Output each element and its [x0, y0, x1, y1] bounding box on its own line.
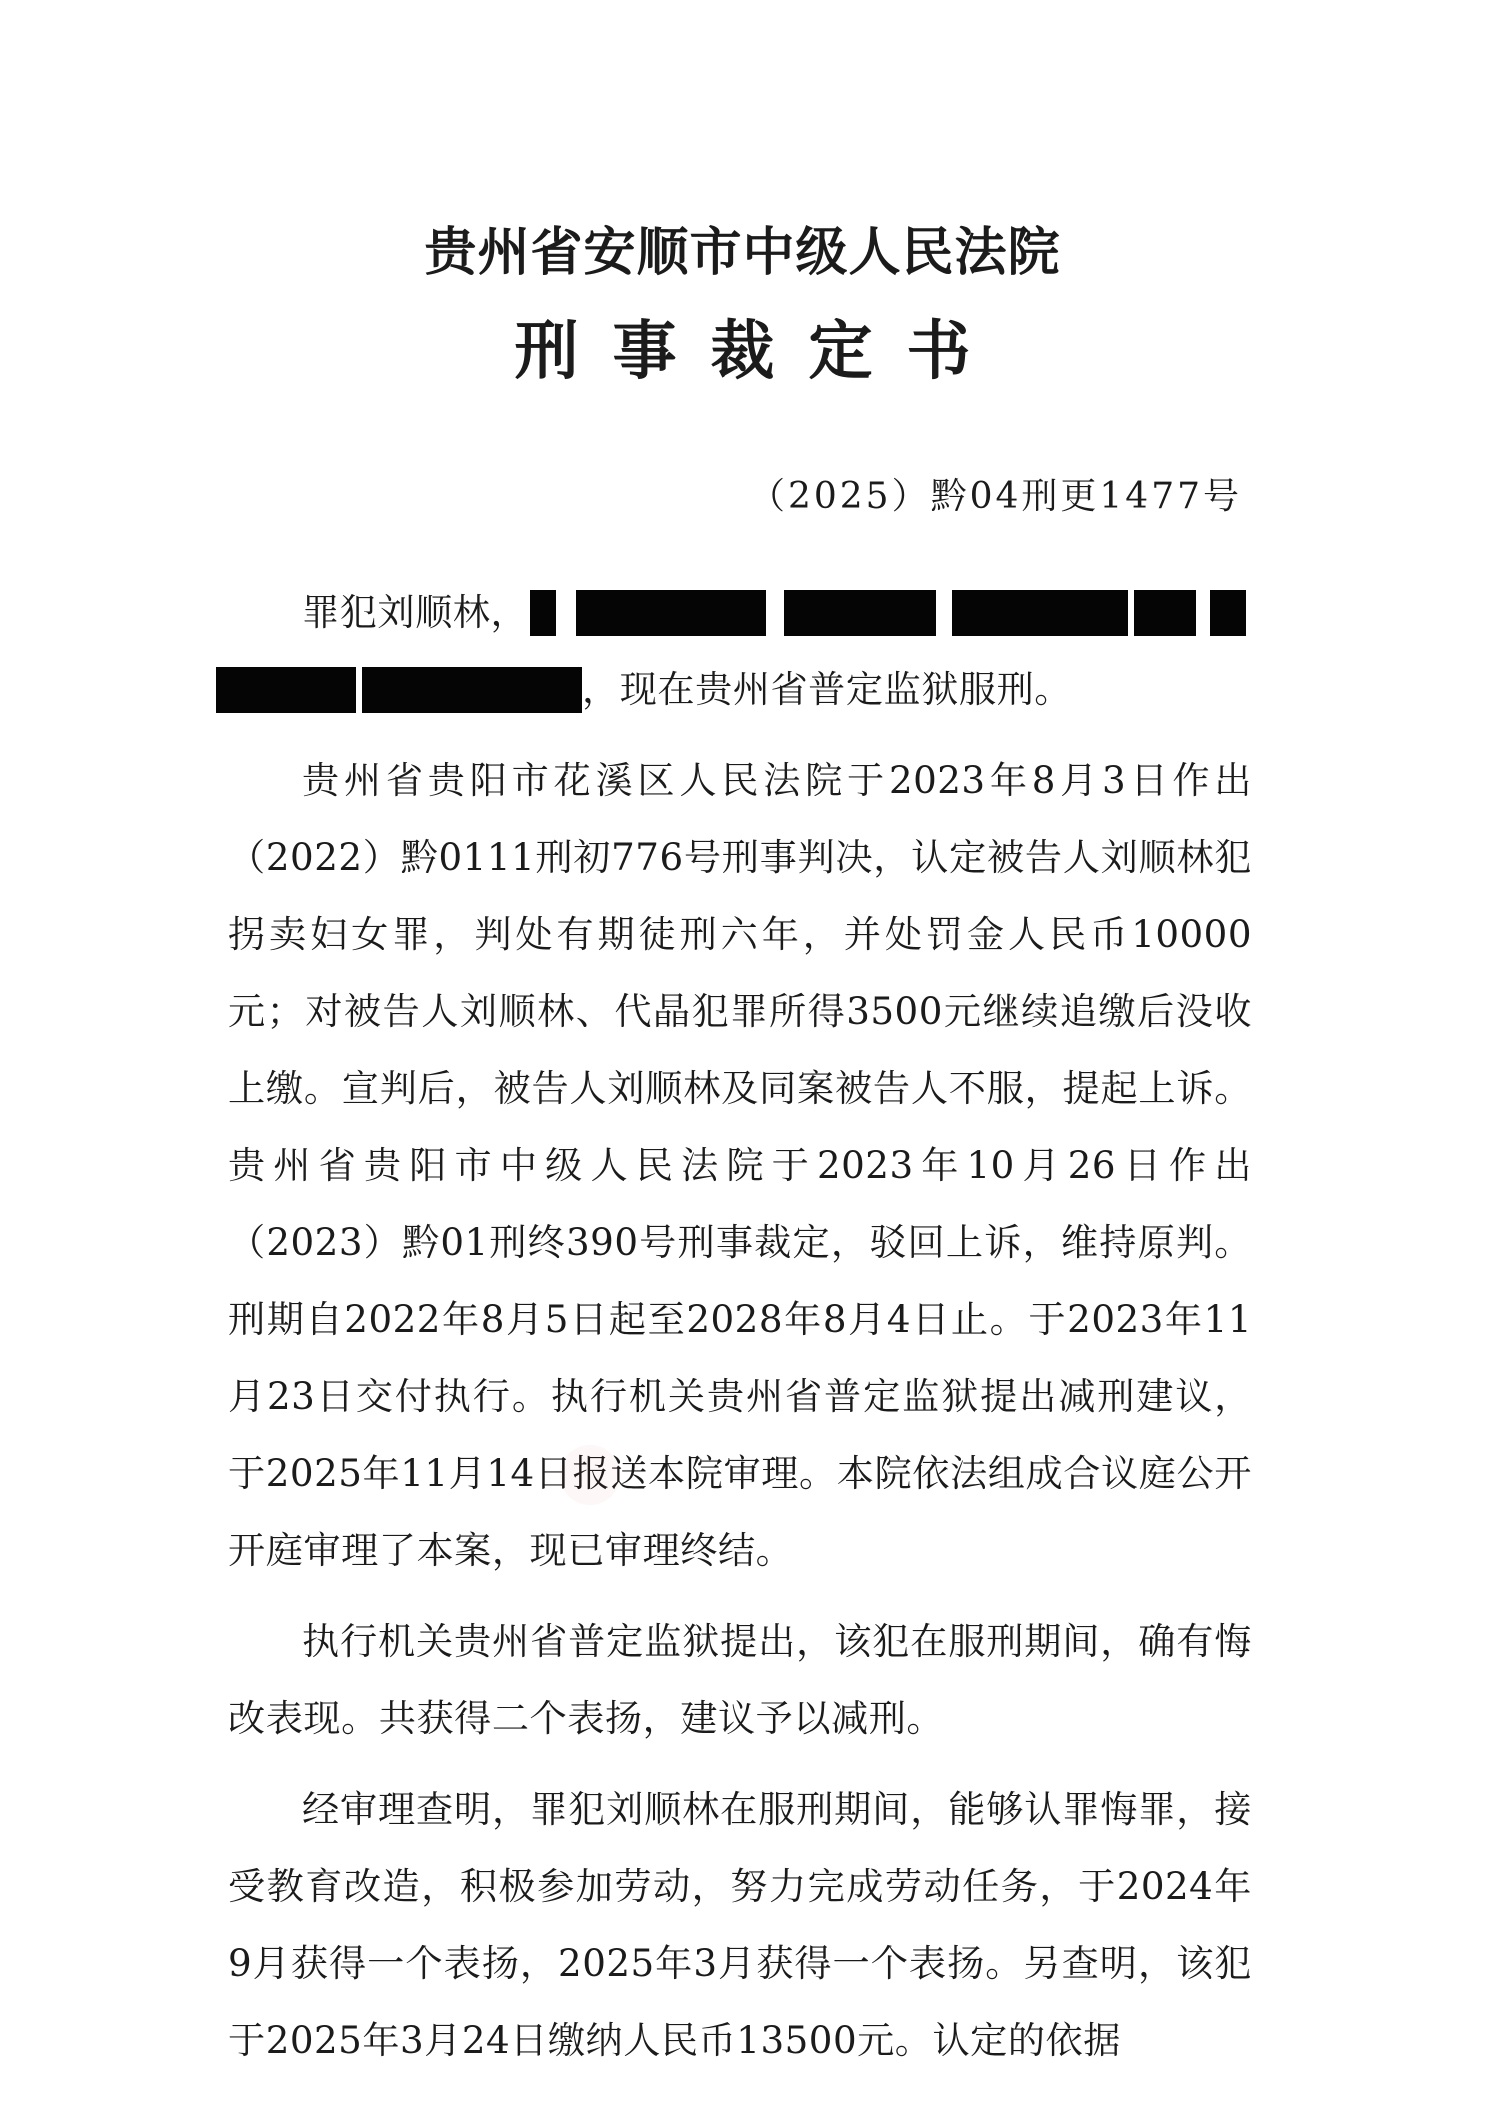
redaction-bar	[216, 667, 356, 713]
paragraph-findings: 经审理查明，罪犯刘顺林在服刑期间，能够认罪悔罪，接受教育改造，积极参加劳动，努力完成劳动任务，于2024年9月获得一个表扬，2025年3月获得一个表扬。另查明，该犯于2025年3月24日缴纳人民币13500元。认定的依据	[228, 1787, 1252, 2062]
redaction-bar	[362, 667, 582, 713]
defendant-status-text: ，现在贵州省普定监狱服刑。	[582, 667, 1072, 711]
ruling-body	[228, 574, 1252, 2079]
defendant-line-1	[228, 574, 1252, 651]
court-name: 贵州省安顺市中级人民法院	[424, 223, 1061, 283]
redaction-bar	[530, 590, 556, 636]
paragraph-judgment-history: 贵州省贵阳市花溪区人民法院于2023年8月3日作出（2022）黔0111刑初776号刑事判决，认定被告人刘顺林犯拐卖妇女罪，判处有期徒刑六年，并处罚金人民币10000元；对被告人刘顺林、代晶犯罪所得3500元继续追缴后没收上缴。宣判后，被告人刘顺林及同案被告人不服，提起上诉。贵州省贵阳市中级人民法院于2023年10月26日作出（2023）黔01刑终390号刑事裁定，驳回上诉，维持原判。刑期自2022年8月5日起至2028年8月4日止。于2023年11月23日交付执行。执行机关贵州省普定监狱提出减刑建议，于2025年11月14日报送本院审理。本院依法组成合议庭公开开庭审理了本案，现已审理终结。	[228, 758, 1252, 1572]
paragraph-prison-proposal: 执行机关贵州省普定监狱提出，该犯在服刑期间，确有悔改表现。共获得二个表扬，建议予以减刑。	[228, 1619, 1252, 1740]
redaction-bar	[952, 590, 1128, 636]
defendant-line-2	[228, 651, 1252, 728]
redaction-bar	[1210, 590, 1246, 636]
defendant-name-text: 罪犯刘顺林，	[302, 590, 529, 634]
redaction-bar	[1134, 590, 1196, 636]
faint-seal-mark	[560, 1445, 620, 1505]
document-title: 刑事裁定书	[514, 315, 1005, 389]
redaction-bar	[576, 590, 766, 636]
redaction-bar	[784, 590, 936, 636]
case-number: （2025）黔04刑更1477号	[748, 476, 1242, 517]
